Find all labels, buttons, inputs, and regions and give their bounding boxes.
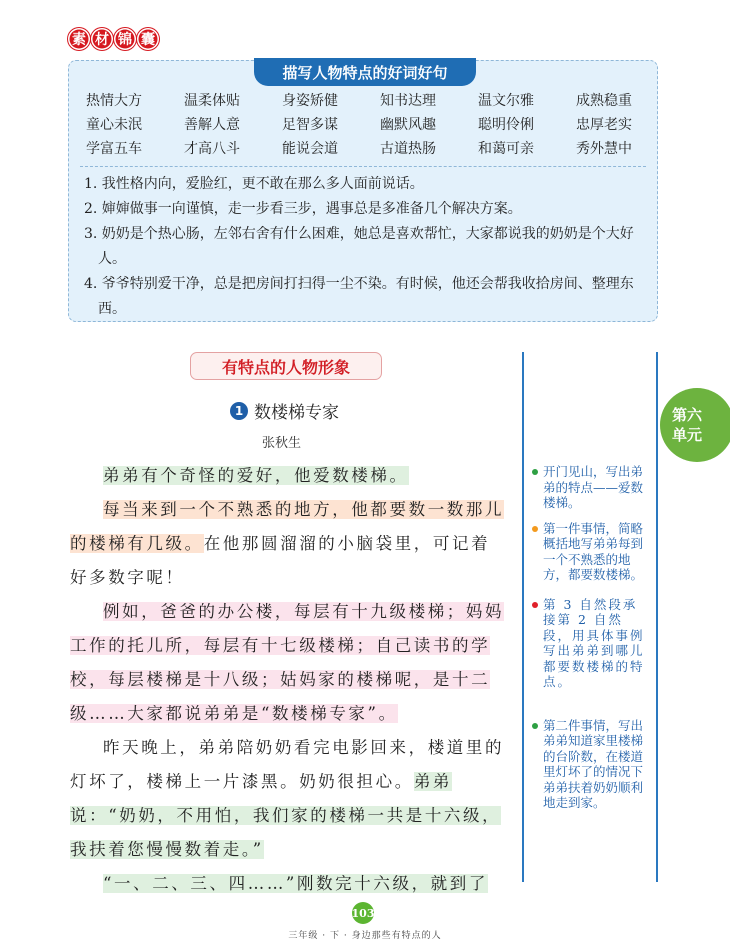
annotation-notes — [532, 464, 650, 821]
vocab-word: 身姿矫健 — [282, 93, 338, 109]
vocab-word: 童心未泯 — [86, 117, 142, 133]
sentence-item: 2. 婶婶做事一向谨慎，走一步看三步，遇事总是多准备几个解决方案。 — [84, 201, 522, 217]
highlight-green: “一、二、三、四……”刚数完十六级，就到了 — [103, 874, 488, 893]
vocab-word: 成熟稳重 — [576, 93, 632, 109]
note-item — [532, 464, 650, 511]
bullet-dot-icon — [532, 723, 538, 729]
vocab-word: 和蔼可亲 — [478, 141, 534, 157]
sentence-item: 1. 我性格内向，爱脸红，更不敢在那么多人面前说话。 — [84, 176, 424, 192]
bullet-dot-icon — [532, 526, 538, 532]
vocab-word: 幽默风趣 — [380, 117, 436, 133]
paragraph-5 — [70, 867, 506, 901]
bullet-dot-icon — [532, 469, 538, 475]
highlight-pink: 例如，爸爸的办公楼，每层有十九级楼梯；妈妈工作的托儿所，每层有十七级楼梯；自己读书的学校，每层楼梯是十八级；姑妈家的楼梯呢，是十二级……大家都说弟弟是“数楼梯专家”。 — [70, 602, 505, 723]
vocab-word: 知书达理 — [380, 93, 436, 109]
note-text: 第 3 自然段承接第 2 自然段，用具体事例写出弟弟到哪儿都要数楼梯的特点。 — [543, 596, 645, 689]
vocab-word: 秀外慧中 — [576, 141, 632, 157]
unit-label: 第六 — [672, 406, 703, 424]
sentence-item: 3. 奶奶是个热心肠，左邻右舍有什么困难，她总是喜欢帮忙，大家都说我的奶奶是个大好人。 — [84, 226, 634, 267]
highlight-green: 弟弟说：“奶奶，不用怕，我们家的楼梯一共是十六级，我扶着您慢慢数着走。” — [70, 772, 502, 859]
lesson-body — [70, 459, 506, 901]
sentence-item: 4. 爷爷特别爱干净，总是把房间打扫得一尘不染。有时候，他还会帮我收拾房间、整理东西。 — [84, 276, 634, 317]
paragraph-1 — [70, 459, 506, 493]
vocab-word-grid — [86, 90, 646, 161]
lesson-number-icon: 1 — [230, 402, 248, 420]
sidebar-border-right — [656, 352, 658, 882]
paragraph-3 — [70, 595, 506, 731]
unit-badge — [660, 388, 730, 462]
highlight-orange: 每当来到一个不熟悉的地方，他都要数一数那儿的楼梯有几级。 — [70, 500, 505, 553]
material-badge — [68, 28, 159, 50]
paragraph-4 — [70, 731, 506, 867]
vocab-word: 学富五车 — [86, 141, 142, 157]
bullet-dot-icon — [532, 602, 538, 608]
badge-char: 材 — [91, 28, 113, 50]
author: 张秋生 — [262, 436, 302, 451]
note-item — [532, 718, 650, 811]
vocab-word: 忠厚老实 — [576, 117, 632, 133]
note-text: 第一件事情，简略概括地写弟弟每到一个不熟悉的地方，都要数楼梯。 — [543, 520, 644, 582]
vocab-word: 聪明伶俐 — [478, 117, 534, 133]
paragraph-2 — [70, 493, 506, 595]
badge-char: 锦 — [114, 28, 136, 50]
example-sentences — [84, 172, 644, 322]
lesson-title: 数楼梯专家 — [254, 403, 339, 423]
note-item — [532, 597, 650, 690]
vocab-word: 热情大方 — [86, 93, 142, 109]
vocab-title: 描写人物特点的好词好句 — [254, 58, 476, 86]
badge-char: 囊 — [137, 28, 159, 50]
vocab-word: 足智多谋 — [282, 117, 338, 133]
divider — [80, 166, 646, 167]
badge-char: 素 — [68, 28, 90, 50]
lesson-heading — [230, 398, 339, 423]
note-text: 第二件事情，写出弟弟知道家里楼梯的台阶数，在楼道里灯坏了的情况下弟弟扶着奶奶顺利地走到家。 — [543, 717, 644, 810]
vocab-word: 温文尔雅 — [478, 93, 534, 109]
sidebar-border-left — [522, 352, 524, 882]
note-text: 开门见山，写出弟弟的特点——爱数楼梯。 — [543, 464, 644, 510]
paragraph-text: 在他那圆溜溜的小脑袋里，可记着好多数字呢！ — [70, 534, 491, 587]
paragraph-text: 昨天晚上，弟弟陪奶奶看完电影回来，楼道里的灯坏了，楼梯上一片漆黑。奶奶很担心。 — [70, 738, 505, 791]
section-title: 有特点的人物形象 — [190, 352, 382, 380]
page-number: 103 — [352, 902, 374, 924]
highlight-green: 弟弟有个奇怪的爱好，他爱数楼梯。 — [103, 466, 409, 485]
unit-label: 单元 — [672, 426, 703, 444]
vocab-word: 温柔体贴 — [184, 93, 240, 109]
note-item — [532, 521, 650, 583]
vocab-word: 才高八斗 — [184, 141, 240, 157]
vocab-word: 能说会道 — [282, 141, 338, 157]
footer-caption: 三年级 · 下 · 身边那些有特点的人 — [288, 931, 442, 941]
vocab-word: 古道热肠 — [380, 141, 436, 157]
vocab-word: 善解人意 — [184, 117, 240, 133]
